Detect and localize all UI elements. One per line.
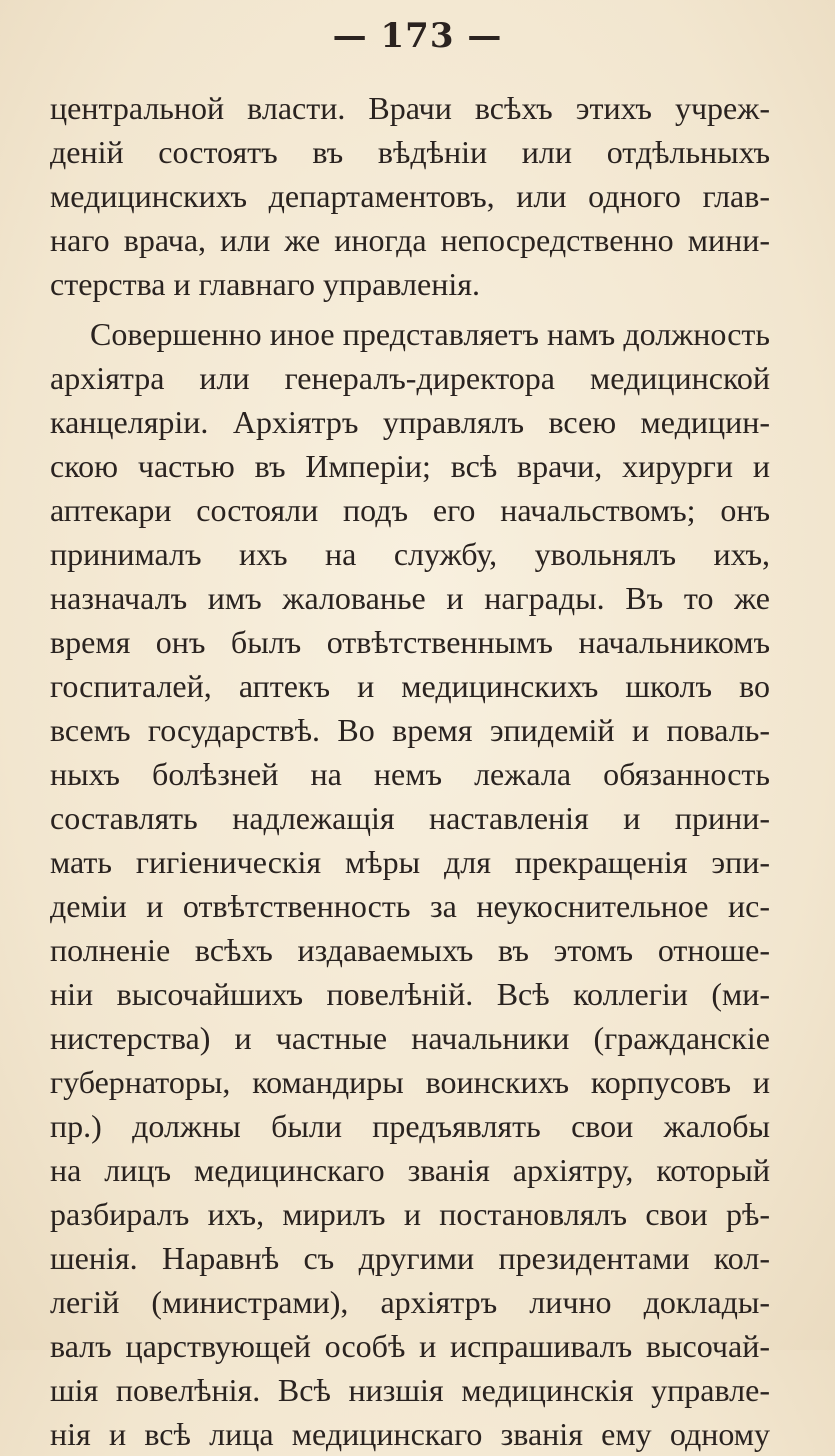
- text-line: ныхъ болѣзней на немъ лежала обязанность: [50, 756, 770, 792]
- text-line: всемъ государствѣ. Во время эпидемій и поваль-: [50, 712, 770, 748]
- text-line: нистерства) и частные начальники (гражданскіе: [50, 1020, 770, 1056]
- text-line: деміи и отвѣтственность за неукоснительное ис-: [50, 888, 770, 924]
- text-line: стерства и главнаго управленія.: [50, 266, 480, 302]
- text-line: пр.) должны были предъявлять свои жалобы: [50, 1108, 770, 1144]
- text-line: мать гигіеническія мѣры для прекращенія эпи-: [50, 844, 770, 880]
- text-line: полненіе всѣхъ издаваемыхъ въ этомъ отноше-: [50, 932, 770, 968]
- text-line: деній состоятъ въ вѣдѣніи или отдѣльныхъ: [50, 134, 770, 170]
- paragraph-2: [50, 312, 770, 1456]
- text-line: медицинскихъ департаментовъ, или одного глав-: [50, 178, 770, 214]
- text-line: Совершенно иное представляетъ намъ должность: [90, 316, 770, 352]
- text-line: назначалъ имъ жалованье и награды. Въ то же: [50, 580, 770, 616]
- text-line: на лицъ медицинскаго званія архіятру, который: [50, 1152, 770, 1188]
- text-line: губернаторы, командиры воинскихъ корпусовъ и: [50, 1064, 770, 1100]
- text-line: шія повелѣнія. Всѣ низшія медицинскія управле-: [50, 1372, 770, 1408]
- text-line: канцеляріи. Архіятръ управлялъ всею медицин-: [50, 404, 770, 440]
- paragraph-1: [50, 86, 770, 306]
- text-line: ніи высочайшихъ повелѣній. Всѣ коллегіи (ми-: [50, 976, 770, 1012]
- text-line: архіятра или генералъ-директора медицинской: [50, 360, 770, 396]
- text-line: валъ царствующей особѣ и испрашивалъ высочай-: [50, 1328, 770, 1364]
- text-line: наго врача, или же иногда непосредственно мини-: [50, 222, 770, 258]
- text-line: принималъ ихъ на службу, увольнялъ ихъ,: [50, 536, 770, 572]
- text-line: аптекари состояли подъ его начальствомъ; онъ: [50, 492, 770, 528]
- text-line: разбиралъ ихъ, мирилъ и постановлялъ свои рѣ-: [50, 1196, 770, 1232]
- text-line: шенія. Наравнѣ съ другими президентами кол-: [50, 1240, 770, 1276]
- text-line: составлять надлежащія наставленія и прини-: [50, 800, 770, 836]
- text-line: центральной власти. Врачи всѣхъ этихъ учреж-: [50, 90, 770, 126]
- text-line: скою частью въ Имперіи; всѣ врачи, хирурги и: [50, 448, 770, 484]
- page-number: — 173 —: [332, 16, 503, 56]
- text-line: легій (министрами), архіятръ лично доклады-: [50, 1284, 770, 1320]
- text-line: госпиталей, аптекъ и медицинскихъ школъ во: [50, 668, 770, 704]
- text-line: нія и всѣ лица медицинскаго званія ему одному: [50, 1416, 770, 1452]
- body-text: [50, 86, 770, 1456]
- text-line: время онъ былъ отвѣтственнымъ начальникомъ: [50, 624, 770, 660]
